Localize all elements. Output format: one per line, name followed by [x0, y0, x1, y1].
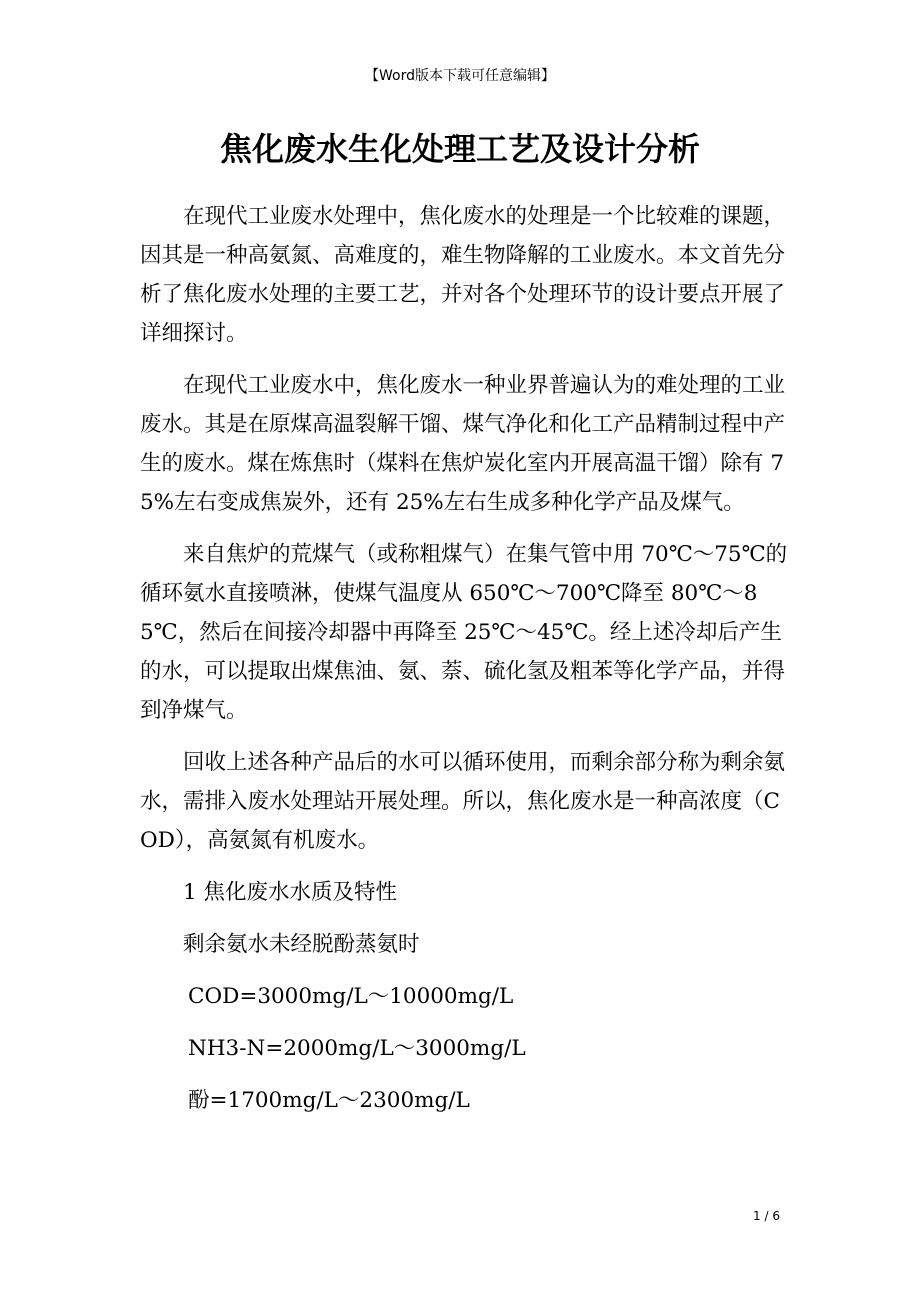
page-number: 1 / 6	[753, 1209, 780, 1223]
spec-phenol: 酚=1700mg/L～2300mg/L	[188, 1088, 470, 1113]
paragraph-intro: 在现代工业废水处理中，焦化废水的处理是一个比较难的课题，因其是一种高氨氮、高难度的，难生物降解的工业废水。本文首先分析了焦化废水处理的主要工艺，并对各个处理环节的设计要点开展了详细探讨。	[140, 204, 786, 346]
document-title: 焦化废水生化处理工艺及设计分析	[219, 130, 700, 168]
spec-cod: COD=3000mg/L～10000mg/L	[188, 984, 514, 1009]
sub-heading: 剩余氨水未经脱酚蒸氨时	[183, 932, 420, 957]
header-note: 【Word版本下载可任意编辑】	[365, 68, 555, 84]
paragraph-process: 来自焦炉的荒煤气（或称粗煤气）在集气管中用 70℃～75℃的循环氨水直接喷淋，使煤气温度从 650℃～700℃降至 80℃～85℃，然后在间接冷却器中再降至 25℃～45℃。经上述冷却后产生的水，可以提取出煤焦油、氨、萘、硫化氢及粗苯等化学产品，并得到净煤气。	[140, 542, 788, 723]
spec-nh3n: NH3-N=2000mg/L～3000mg/L	[188, 1036, 526, 1061]
section-heading: 1 焦化废水水质及特性	[183, 880, 398, 905]
paragraph-background: 在现代工业废水中，焦化废水一种业界普遍认为的难处理的工业废水。其是在原煤高温裂解干馏、煤气净化和化工产品精制过程中产生的废水。煤在炼焦时（煤料在焦炉炭化室内开展高温干馏）除有 75%左右变成焦炭外，还有 25%左右生成多种化学产品及煤气。	[140, 373, 786, 515]
paragraph-residual-ammonia: 回收上述各种产品后的水可以循环使用，而剩余部分称为剩余氨水，需排入废水处理站开展处理。所以，焦化废水是一种高浓度（COD），高氨氮有机废水。	[140, 750, 786, 853]
document-body	[140, 197, 790, 1133]
